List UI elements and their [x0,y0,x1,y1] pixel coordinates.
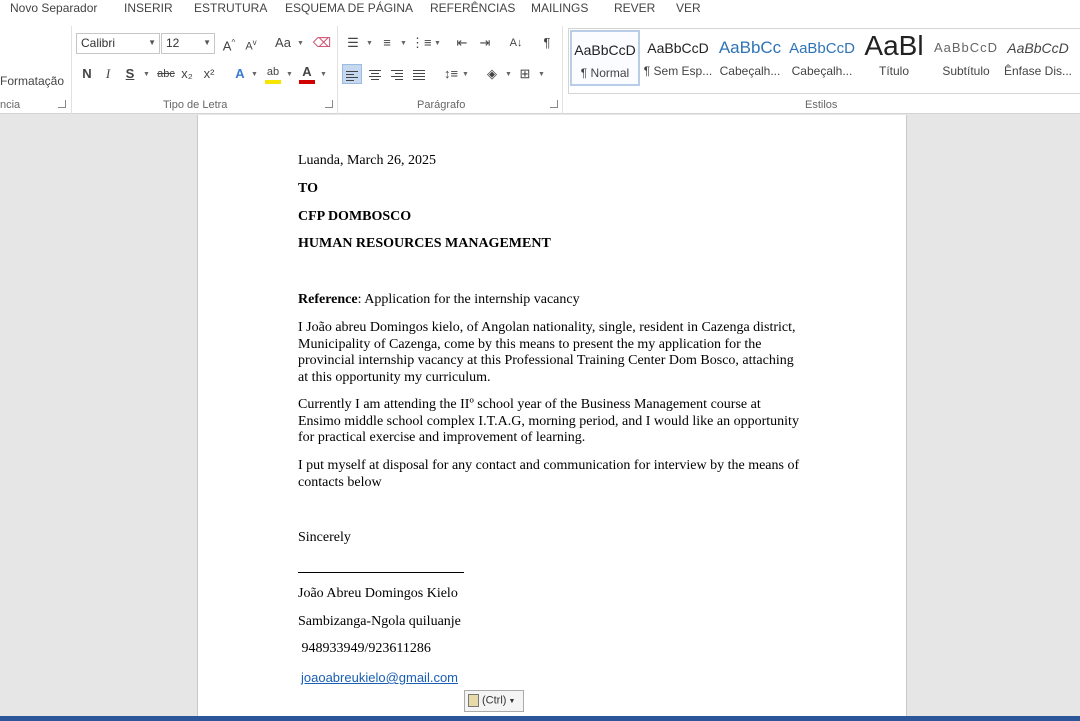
style-name: Cabeçalh... [791,64,853,78]
closing: Sincerely [298,530,351,545]
style-sample: AaBbCcD [647,40,709,56]
change-case-button[interactable] [270,33,296,53]
style-name: ¶ Normal [580,66,630,80]
chevron-down-icon: ▼ [297,40,304,47]
grow-font-button[interactable]: A^ [222,38,236,54]
chevron-down-icon: ▼ [143,71,150,78]
style-sample: AaBbCcD [789,40,855,57]
decrease-indent-icon: ⇤ [456,35,468,50]
style-title[interactable] [859,30,929,86]
bold-button[interactable]: N [82,66,92,81]
paragraph-launcher-icon[interactable] [550,100,558,108]
ribbon-tabs [0,0,1080,20]
decrease-indent-button[interactable] [452,33,472,53]
chevron-down-icon: ▼ [366,40,373,47]
chevron-down-icon: ▼ [320,71,327,78]
text-effects-icon: A [235,66,245,81]
chevron-down-icon: ▼ [508,698,516,706]
document-canvas [0,115,1080,716]
taskbar [0,716,1080,721]
style-subtle-emphasis[interactable] [1003,30,1073,86]
highlight-color-swatch [265,80,281,84]
style-name: Ênfase Dis... [1003,64,1073,78]
italic-button[interactable]: I [105,66,111,81]
style-no-spacing[interactable] [643,30,713,86]
tab-insert[interactable]: INSERIR [124,1,173,15]
style-name: Título [878,64,909,78]
shrink-font-icon: A [245,40,253,53]
chevron-down-icon: ▼ [462,71,469,78]
justify-icon [413,68,425,82]
superscript-button[interactable]: x² [203,66,215,81]
line-spacing-button[interactable] [441,64,461,84]
font-color-icon: A [302,64,312,79]
clipboard-icon [468,694,479,707]
styles-gallery [568,28,1080,94]
grow-font-icon: A [222,38,232,54]
chevron-down-icon: ▼ [251,71,258,78]
style-name: Subtítulo [942,64,990,78]
email-link[interactable]: joaoabreukielo@gmail.com [301,670,458,685]
align-left-icon [346,69,358,83]
reference-line [298,292,580,308]
reference-text: : Application for the internship vacancy [357,292,580,307]
underline-button[interactable]: S [125,66,135,81]
font-color-button[interactable] [297,62,317,82]
font-name-combo[interactable] [76,33,160,54]
reference-label: Reference [298,292,358,307]
change-case-icon: Aa [275,35,291,50]
bullet-list-icon: ☰ [347,35,359,50]
sort-icon: A↓ [509,37,523,49]
date-line: Luanda, March 26, 2025 [298,153,437,168]
addressee-to: TO [298,181,318,196]
chevron-down-icon: ▼ [505,71,512,78]
tab-review[interactable]: REVER [614,1,656,15]
align-right-button[interactable] [387,64,407,84]
numbering-button[interactable] [377,33,397,53]
style-sample: AaBbCcD [574,42,636,58]
font-color-swatch [299,80,315,84]
recipient-department: HUMAN RESOURCES MANAGEMENT [298,236,551,251]
style-heading-2[interactable] [787,30,857,86]
style-heading-1[interactable] [715,30,785,86]
signature-line [298,572,464,573]
style-name: ¶ Sem Esp... [643,64,713,78]
style-name: Cabeçalh... [719,64,781,78]
group-divider [71,26,72,114]
body-paragraph-2: Currently I am attending the IIº school year of the Business Management course at Ensimo middle school complex I.T.A.G, morning period, and I would like an opportunity for practical exercise and improvement of learning. [298,397,799,445]
ribbon [0,20,1080,114]
paint-bucket-icon: ◈ [487,66,497,81]
increase-indent-icon: ⇥ [479,35,491,50]
borders-button[interactable] [515,64,535,84]
numbered-list-icon: ≡ [383,35,391,50]
shading-button[interactable] [482,64,502,84]
paste-options-label: (Ctrl) [482,694,507,707]
tab-view[interactable]: VER [676,1,701,15]
tab-references[interactable]: REFERÊNCIAS [430,1,516,15]
align-left-button[interactable] [342,64,362,84]
paragraph-group-label: Parágrafo [417,99,466,111]
shrink-font-button[interactable]: $A^v$ [245,38,257,53]
tab-page-layout[interactable]: ESQUEMA DE PÁGINA [285,1,414,15]
body-paragraph-1: I João abreu Domingos kielo, of Angolan nationality, single, resident in Cazenga district, Municipality of Cazenga, come by this means to present the my application for the provincial internship vacancy at this Professional Training Center Dom Bosco, attaching at this opportunity my curriculum. [298,320,796,385]
style-sample: AaBbCcD [1007,40,1069,56]
highlighter-icon: ab [266,66,280,78]
align-right-icon [391,68,403,82]
font-size-combo[interactable] [161,33,215,54]
text-effects-button[interactable] [230,64,250,84]
paste-options-button[interactable] [464,690,524,712]
pilcrow-icon: ¶ [543,35,551,50]
document-page[interactable] [197,115,907,716]
increase-indent-button[interactable] [475,33,495,53]
style-sample: AaBl [864,30,924,61]
tab-home[interactable]: Novo Separador [10,1,98,15]
chevron-down-icon: ▼ [203,38,211,47]
style-normal[interactable] [570,30,640,86]
format-painter-button[interactable]: Formatação [0,74,65,88]
subscript-button[interactable]: x₂ [181,66,193,81]
style-subtitle[interactable] [931,30,1001,86]
style-sample: AaBbCc [718,38,782,57]
tab-mailings[interactable]: MAILINGS [531,1,589,15]
clipboard-group-label: ncia [0,99,21,111]
body-paragraph-3: I put myself at disposal for any contact and communication for interview by the means of contacts below [298,458,800,490]
multilevel-list-button[interactable] [411,33,431,53]
signature-name: João Abreu Domingos Kielo [298,586,458,601]
font-size-value: 12 [166,36,180,50]
style-sample: AaBbCcD [933,40,999,55]
chevron-down-icon: ▼ [400,40,407,47]
bullets-button[interactable] [343,33,363,53]
chevron-down-icon: ▼ [148,38,156,47]
borders-icon: ⊞ [519,66,531,81]
font-launcher-icon[interactable] [325,100,333,108]
group-divider [337,26,338,114]
address: Sambizanga-Ngola quiluanje [298,614,461,629]
clear-formatting-icon[interactable]: ⌫ [312,35,332,50]
font-group-label: Tipo de Letra [163,99,228,111]
phone-numbers: 948933949/923611286 [298,641,431,656]
align-center-icon [369,68,381,82]
styles-group-label: Estilos [805,99,838,111]
strikethrough-button[interactable]: abc [157,68,175,80]
justify-button[interactable] [409,64,429,84]
sort-button[interactable] [506,33,526,53]
tab-design[interactable]: ESTRUTURA [194,1,268,15]
show-formatting-button[interactable] [537,33,557,53]
align-center-button[interactable] [365,64,385,84]
line-spacing-icon: ↕≡ [443,66,459,81]
chevron-down-icon: ▼ [434,40,441,47]
group-divider [562,26,563,114]
font-name-value: Calibri [81,36,116,50]
chevron-down-icon: ▼ [538,71,545,78]
clipboard-launcher-icon[interactable] [58,100,66,108]
multilevel-list-icon: ⋮≡ [411,35,432,50]
highlight-button[interactable] [263,62,283,82]
chevron-down-icon: ▼ [286,71,293,78]
recipient-name: CFP DOMBOSCO [298,209,412,224]
